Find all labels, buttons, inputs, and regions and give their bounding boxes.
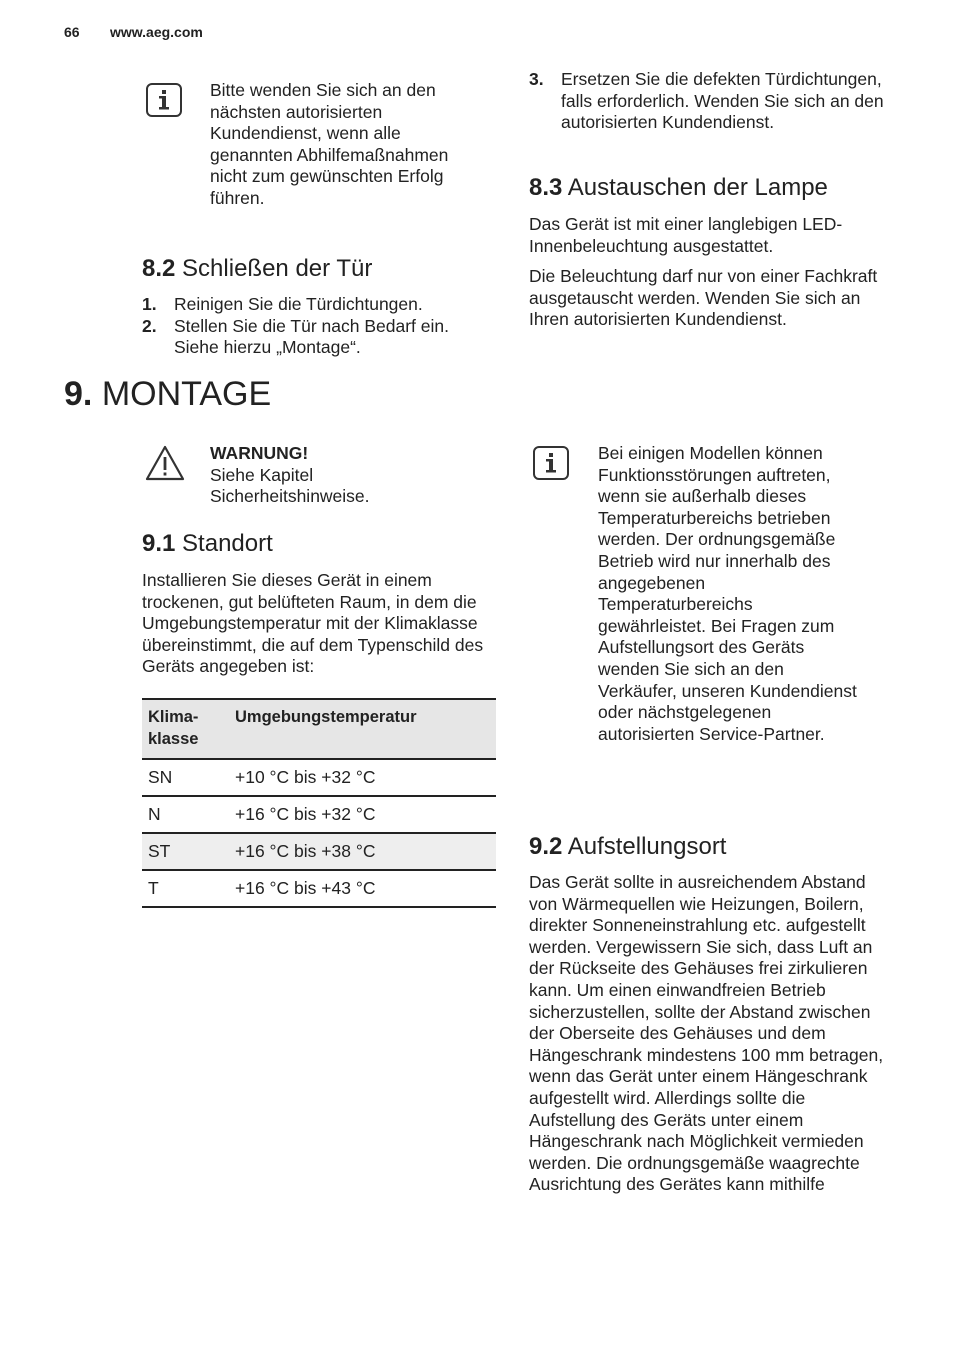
paragraph: Das Gerät sollte in ausreichendem Abstand von Wärmequellen wie Heizungen, Boilern, direkter Sonneneinstrahlung etc. aufgestellt werden. Vergewissern Sie sich, dass Luft an der Rückseite des Gehäuses frei zirkulieren kann. Um einen einwandfreien Betrieb sicherzustellen, sollte der Abstand zwischen der Oberseite des Gehäuses und dem Hängeschrank mindestens 100 mm betragen, wenn das Gerät unter einem Hängeschrank aufgestellt wird. Allerdings sollte die Aufstellung des Geräts unter einem Hängeschrank nach Möglichkeit vermieden werden. Die ordnungsgemäße waagrechte Ausrichtung des Gerätes kann mithilfe bbox=[529, 872, 884, 1195]
warning-icon bbox=[144, 444, 186, 482]
section-title: Aufstellungsort bbox=[567, 833, 727, 860]
section-title: Austauschen der Lampe bbox=[567, 174, 828, 201]
list-item: 1. Reinigen Sie die Türdichtungen. bbox=[142, 294, 423, 314]
section-number: 8.2 bbox=[142, 255, 176, 282]
chapter-title: MONTAGE bbox=[101, 375, 272, 413]
info-icon bbox=[533, 446, 569, 480]
section-8-3-heading bbox=[529, 173, 828, 203]
list-item: 2. Stellen Sie die Tür nach Bedarf ein. Siehe hierzu „Montage“. bbox=[142, 315, 449, 358]
section-title: Standort bbox=[182, 530, 273, 557]
table-row bbox=[142, 759, 496, 796]
chapter-heading bbox=[64, 374, 271, 414]
table-cell: T bbox=[142, 870, 229, 907]
table-header: Umgebungstemperatur bbox=[229, 699, 496, 759]
section-number: 9.1 bbox=[142, 530, 176, 557]
page-number: 66 bbox=[64, 24, 80, 40]
table-cell: +16 °C bis +43 °C bbox=[229, 870, 496, 907]
climate-table bbox=[142, 698, 496, 908]
paragraph: Die Beleuchtung darf nur von einer Fachkraft ausgetauscht werden. Wenden Sie sich an Ihren autorisierten Kundendienst. bbox=[529, 266, 878, 330]
table-cell: SN bbox=[142, 759, 229, 796]
table-cell: +16 °C bis +38 °C bbox=[229, 833, 496, 870]
section-number: 8.3 bbox=[529, 174, 563, 201]
section-8-2-heading bbox=[142, 254, 372, 284]
table-cell: N bbox=[142, 796, 229, 833]
table-row bbox=[142, 833, 496, 870]
list-item: 3. Ersetzen Sie die defekten Türdichtungen, falls erforderlich. Wenden Sie sich an den autorisierten Kundendienst. bbox=[529, 69, 884, 133]
table-row bbox=[142, 870, 496, 907]
warning-block bbox=[210, 443, 470, 508]
section-number: 9.2 bbox=[529, 833, 563, 860]
paragraph: Installieren Sie dieses Gerät in einem trockenen, gut belüfteten Raum, in dem die Umgebungstemperatur mit der Klimaklasse übereinstimmt, die auf dem Typenschild des Geräts angegeben ist: bbox=[142, 570, 484, 677]
warning-text: Siehe Kapitel Sicherheitshinweise. bbox=[210, 464, 370, 507]
section-9-2-heading bbox=[529, 832, 726, 862]
steps-8-2 bbox=[142, 294, 492, 359]
table-cell: ST bbox=[142, 833, 229, 870]
section-title: Schließen der Tür bbox=[182, 255, 373, 282]
info-text-right: Bei einigen Modellen können Funktionsstörungen auftreten, wenn sie außerhalb dieses Temperaturbereichs betrieben werden. Der ordnungsgemäße Betrieb wird nur innerhalb des angegebenen Temperaturbereichs gewährleistet. Bei Fragen zum Aufstellungsort des Geräts wenden Sie sich an den Verkäufer, unseren Kundendienst oder nächstgelegenen autorisierten Service-Partner. bbox=[598, 443, 857, 744]
steps-8-2-cont bbox=[529, 69, 889, 134]
table-header-row bbox=[142, 699, 496, 759]
table-header: Klima-klasse bbox=[142, 699, 229, 759]
table-cell: +16 °C bis +32 °C bbox=[229, 796, 496, 833]
warning-title: WARNUNG! bbox=[210, 443, 309, 463]
section-9-1-heading bbox=[142, 529, 273, 559]
site-url: www.aeg.com bbox=[110, 24, 203, 40]
info-text-top: Bitte wenden Sie sich an den nächsten autorisierten Kundendienst, wenn alle genannten Abhilfemaßnahmen nicht zum gewünschten Erfolg führen. bbox=[210, 80, 449, 208]
table-row bbox=[142, 796, 496, 833]
table-cell: +10 °C bis +32 °C bbox=[229, 759, 496, 796]
info-icon bbox=[146, 83, 182, 117]
chapter-number: 9. bbox=[64, 375, 93, 413]
paragraph: Das Gerät ist mit einer langlebigen LED-Innenbeleuchtung ausgestattet. bbox=[529, 214, 843, 256]
